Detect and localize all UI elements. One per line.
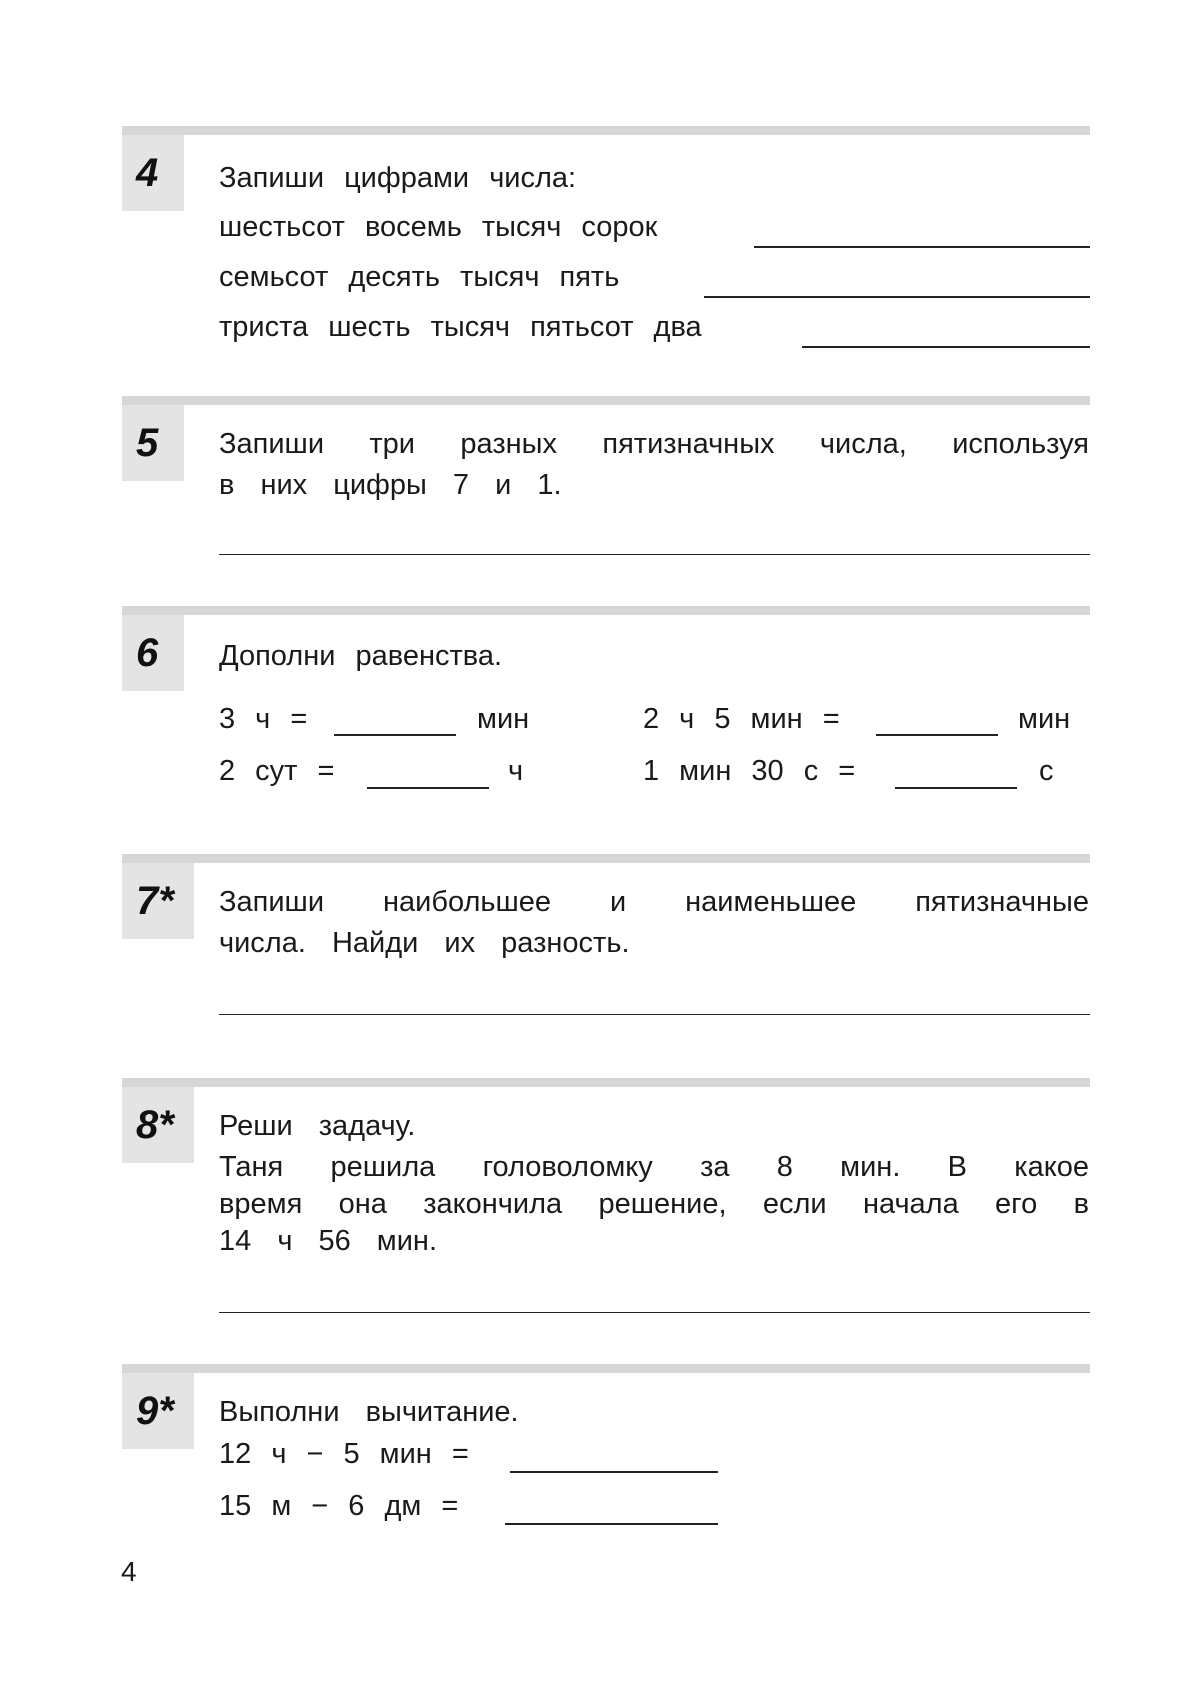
task-number: 6 (122, 615, 184, 691)
task-text-line: Запиши три разных пятизначных числа, используя (219, 428, 1089, 460)
task-text-line: числа. Найди их разность. (219, 927, 630, 959)
task-text-line: время она закончила решение, если начала его в (219, 1188, 1089, 1220)
task-divider (122, 1364, 1090, 1373)
answer-line[interactable] (219, 1014, 1090, 1015)
task-5 (122, 396, 1090, 566)
answer-line[interactable] (219, 554, 1090, 555)
task-prompt: Запиши цифрами числа: (219, 162, 577, 194)
task-divider (122, 396, 1090, 405)
answer-line[interactable] (895, 787, 1017, 789)
number-word-2: семьсот десять тысяч пять (219, 261, 620, 293)
answer-line[interactable] (754, 246, 1090, 248)
task-text-line: Запиши наибольшее и наименьшее пятизначные (219, 886, 1089, 918)
task-divider (122, 1078, 1090, 1087)
equation-left: 12 ч − 5 мин = (219, 1438, 469, 1470)
task-divider (122, 126, 1090, 135)
task-6 (122, 606, 1090, 806)
equation-left: 1 мин 30 с = (643, 755, 856, 787)
task-text-line: Таня решила головоломку за 8 мин. В какое (219, 1151, 1089, 1183)
task-number: 8* (122, 1087, 194, 1163)
task-prompt: Реши задачу. (219, 1110, 416, 1142)
task-text-line: 14 ч 56 мин. (219, 1225, 438, 1257)
equation-unit: мин (1018, 703, 1071, 735)
equation-left: 2 сут = (219, 755, 335, 787)
number-word-3: триста шесть тысяч пятьсот два (219, 311, 702, 343)
task-number: 4 (122, 135, 184, 211)
page-number: 4 (121, 1556, 137, 1587)
equation-unit: мин (477, 703, 530, 735)
equation-left: 3 ч = (219, 703, 308, 735)
task-number: 7* (122, 863, 194, 939)
answer-line[interactable] (219, 1312, 1090, 1313)
task-text-line: в них цифры 7 и 1. (219, 469, 562, 501)
answer-line[interactable] (367, 787, 489, 789)
equation-left: 2 ч 5 мин = (643, 703, 840, 735)
answer-line[interactable] (510, 1471, 718, 1473)
equation-unit: ч (508, 755, 524, 787)
task-number: 5 (122, 405, 184, 481)
answer-line[interactable] (704, 296, 1090, 298)
number-word-1: шестьсот восемь тысяч сорок (219, 211, 658, 243)
answer-line[interactable] (876, 734, 998, 736)
task-7 (122, 854, 1090, 1024)
task-9 (122, 1364, 1090, 1544)
task-prompt: Дополни равенства. (219, 640, 503, 672)
equation-unit: с (1039, 755, 1054, 787)
task-number: 9* (122, 1373, 194, 1449)
answer-line[interactable] (334, 734, 456, 736)
equation-left: 15 м − 6 дм = (219, 1490, 459, 1522)
task-prompt: Выполни вычитание. (219, 1396, 519, 1428)
answer-line[interactable] (802, 346, 1090, 348)
answer-line[interactable] (505, 1523, 718, 1525)
task-divider (122, 606, 1090, 615)
task-divider (122, 854, 1090, 863)
task-8 (122, 1078, 1090, 1318)
task-4 (122, 126, 1090, 356)
